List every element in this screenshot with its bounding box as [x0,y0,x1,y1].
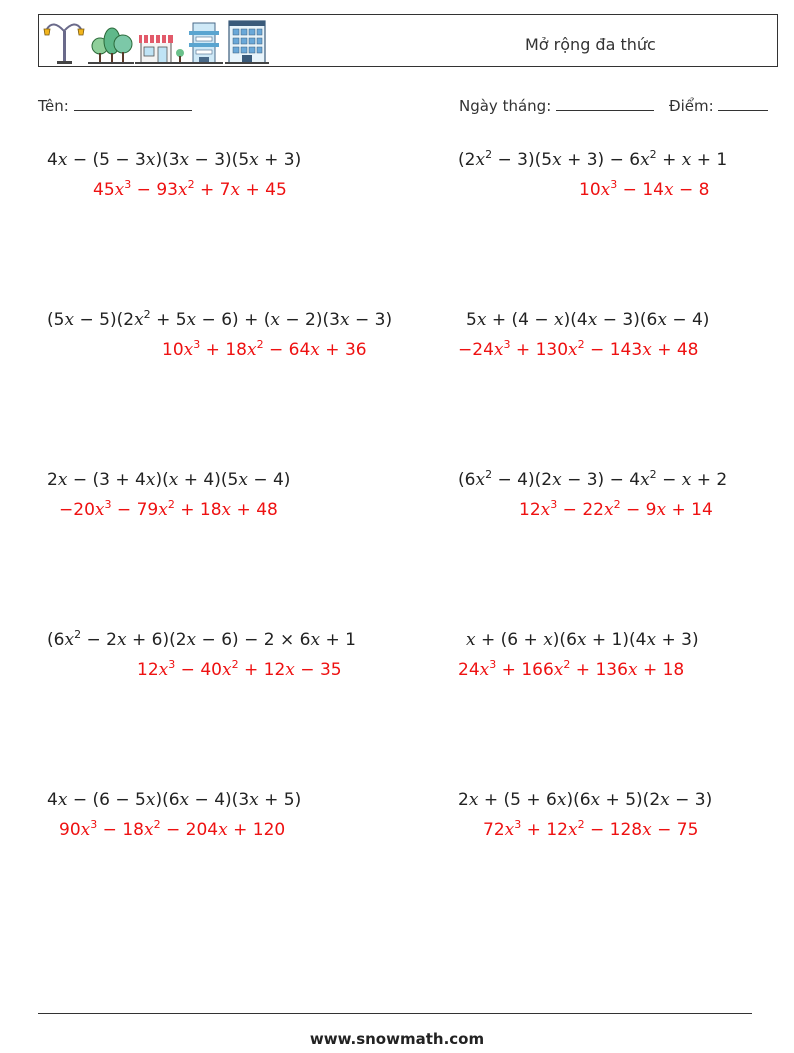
problem-question: 4x − (5 − 3x)(3x − 3)(5x + 3) [47,150,302,170]
problem-question: $(2x^2 - 3)(5x + 3) - 6x^2 + x + 1$ [458,148,728,170]
worksheet-header [38,14,778,67]
shop-icon [135,35,187,64]
problem-question: 2x − (3 + 4x)(x + 4)(5x − 4) [47,470,291,490]
problem-answer: $24x^3 + 166x^2 + 136x + 18$ [458,658,685,680]
office-building-icon [225,21,269,64]
name-field[interactable] [38,96,192,115]
problem-answer: $10x^3 - 14x - 8$ [579,178,710,200]
problem-answer: $10x^3 + 18x^2 - 64x + 36$ [162,338,367,360]
footer-url[interactable]: www.snowmath.com [309,1030,485,1048]
date-field[interactable] [459,96,654,115]
problem-question: 2x + (5 + 6x)(6x + 5)(2x − 3) [458,790,713,810]
street-lamp-icon [44,24,84,64]
problem-answer: $72x^3 + 12x^2 - 128x - 75$ [483,818,699,840]
date-label: Ngày tháng: [459,97,552,115]
score-blank[interactable] [718,96,768,111]
name-label: Tên: [38,97,69,115]
score-field[interactable] [669,96,768,115]
problem-answer: $12x^3 - 40x^2 + 12x - 35$ [137,658,342,680]
date-blank[interactable] [556,96,654,111]
name-blank[interactable] [74,96,192,111]
problem-question: 4x − (6 − 5x)(6x − 4)(3x + 5) [47,790,302,810]
problem-answer: $90x^3 - 18x^2 - 204x + 120$ [59,818,286,840]
footer-divider [38,1013,752,1014]
problem-question: $(6x^2 - 2x + 6)(2x - 6) - 2 \times 6x + 1$ [47,628,356,650]
score-label: Điểm: [669,97,714,115]
problem-question: 5x + (4 − x)(4x − 3)(6x − 4) [466,310,710,330]
tower-building-icon [185,23,223,64]
problem-question: $(5x - 5)(2x^2 + 5x - 6) + (x - 2)(3x - 3)$ [47,308,393,330]
problem-answer: $45x^3 - 93x^2 + 7x + 45$ [93,178,287,200]
problem-question: $(6x^2 - 4)(2x - 3) - 4x^2 - x + 2$ [458,468,728,490]
problem-answer: $12x^3 - 22x^2 - 9x + 14$ [519,498,713,520]
problem-answer: $-24x^3 + 130x^2 - 143x + 48$ [458,338,699,360]
header-icons [43,17,273,65]
worksheet-title: Mở rộng đa thức [525,35,656,54]
problem-answer: $-20x^3 - 79x^2 + 18x + 48$ [59,498,278,520]
problem-question: x + (6 + x)(6x + 1)(4x + 3) [466,630,699,650]
trees-icon [88,28,134,64]
